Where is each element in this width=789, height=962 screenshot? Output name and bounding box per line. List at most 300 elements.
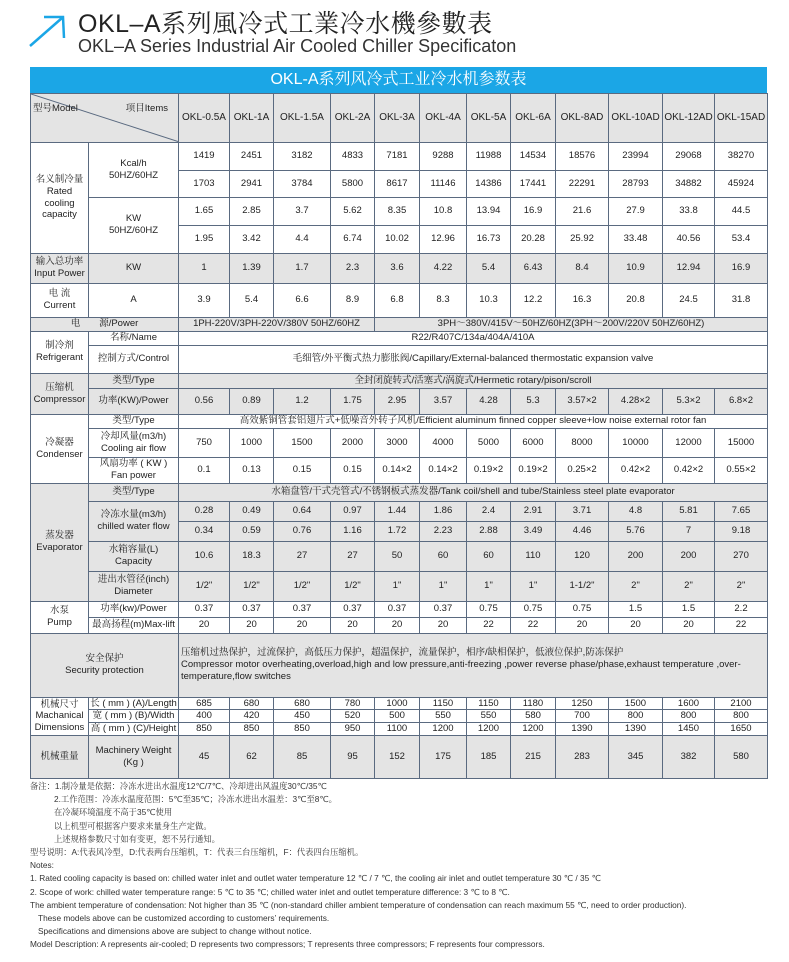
row-label: 高 ( mm ) (C)/Height bbox=[89, 723, 179, 736]
value-cell: 750 bbox=[179, 428, 230, 457]
model-header: OKL-5A bbox=[467, 94, 511, 143]
value-cell: 1390 bbox=[609, 723, 663, 736]
value-cell: 520 bbox=[331, 710, 375, 723]
model-header: OKL-1.5A bbox=[274, 94, 331, 143]
row-label: 功率(KW)/Power bbox=[89, 388, 179, 414]
value-cell: 3.71 bbox=[556, 501, 609, 521]
corner-header bbox=[31, 94, 179, 143]
value-cell: 62 bbox=[230, 736, 274, 779]
value-cell: 5.62 bbox=[331, 197, 375, 225]
section-label: 电 流 Current bbox=[31, 283, 89, 317]
value-cell: 2.2 bbox=[715, 601, 768, 617]
value-cell: 680 bbox=[274, 697, 331, 710]
value-cell: 34882 bbox=[663, 170, 715, 197]
value-cell: 0.19×2 bbox=[467, 457, 511, 483]
value-cell: 1500 bbox=[609, 697, 663, 710]
value-cell: 400 bbox=[179, 710, 230, 723]
diagonal-line bbox=[31, 94, 178, 142]
table-row bbox=[31, 697, 768, 710]
section-label: 水泵 Pump bbox=[31, 601, 89, 633]
value-cell: 8.3 bbox=[420, 283, 467, 317]
table-row bbox=[31, 331, 768, 345]
value-cell: 0.34 bbox=[179, 521, 230, 541]
value-cell: 3784 bbox=[274, 170, 331, 197]
value-cell: 20 bbox=[663, 617, 715, 633]
value-cell: 800 bbox=[663, 710, 715, 723]
value-cell: 2.88 bbox=[467, 521, 511, 541]
value-cell: 950 bbox=[331, 723, 375, 736]
row-label: 宽 ( mm ) (B)/Width bbox=[89, 710, 179, 723]
value-cell: 1.95 bbox=[179, 225, 230, 253]
value-cell: 2.91 bbox=[511, 501, 556, 521]
value-cell: 3.57 bbox=[420, 388, 467, 414]
section-label: 蒸发器 Evaporator bbox=[31, 483, 89, 601]
note-line-cn: 以上机型可根据客户要求来量身生产定做。 bbox=[54, 820, 212, 831]
corner-items-label: 项目Items bbox=[125, 103, 168, 114]
value-cell: 18.3 bbox=[230, 541, 274, 571]
value-cell: 20 bbox=[230, 617, 274, 633]
row-label: KW bbox=[89, 253, 179, 283]
model-header: OKL-1A bbox=[230, 94, 274, 143]
value-cell: 2000 bbox=[331, 428, 375, 457]
value-cell: 10.8 bbox=[420, 197, 467, 225]
row-label: Machinery Weight (Kg ) bbox=[89, 736, 179, 779]
value-cell: 5800 bbox=[331, 170, 375, 197]
row-label: 最高扬程(m)Max-lift bbox=[89, 617, 179, 633]
value-cell: 22 bbox=[511, 617, 556, 633]
value-cell: 6000 bbox=[511, 428, 556, 457]
row-label: 控制方式/Control bbox=[89, 345, 179, 373]
table-row bbox=[31, 483, 768, 501]
table-row bbox=[31, 142, 768, 170]
row-label: 类型/Type bbox=[89, 414, 179, 428]
value-cell: 2.4 bbox=[467, 501, 511, 521]
value-cell: 9288 bbox=[420, 142, 467, 170]
value-cell: 0.97 bbox=[331, 501, 375, 521]
value-cell: 1000 bbox=[375, 697, 420, 710]
value-cell: 2" bbox=[663, 571, 715, 601]
value-cell: 2.95 bbox=[375, 388, 420, 414]
value-cell: 1" bbox=[467, 571, 511, 601]
value-cell: 780 bbox=[331, 697, 375, 710]
value-cell: 1000 bbox=[230, 428, 274, 457]
value-cell: 0.42×2 bbox=[609, 457, 663, 483]
value-cell: 1/2" bbox=[274, 571, 331, 601]
value-cell: 850 bbox=[274, 723, 331, 736]
table-row bbox=[31, 414, 768, 428]
value-cell: 16.9 bbox=[511, 197, 556, 225]
value-cell: 14386 bbox=[467, 170, 511, 197]
value-cell: 10.3 bbox=[467, 283, 511, 317]
value-cell: 382 bbox=[663, 736, 715, 779]
value-cell: 850 bbox=[179, 723, 230, 736]
value-cell: 0.14×2 bbox=[375, 457, 420, 483]
table-row bbox=[31, 388, 768, 414]
value-cell: 15000 bbox=[715, 428, 768, 457]
spanning-value: 1PH-220V/3PH-220V/380V 50HZ/60HZ bbox=[179, 317, 375, 331]
value-cell: 0.19×2 bbox=[511, 457, 556, 483]
value-cell: 12.94 bbox=[663, 253, 715, 283]
row-label: 水箱容量(L) Capacity bbox=[89, 541, 179, 571]
note-line-en: 2. Scope of work: chilled water temperature range: 5 ℃ to 35 ℃; chilled water inlet and outlet temperature difference: 3 ℃ to 8 ℃. bbox=[30, 886, 510, 897]
value-cell: 700 bbox=[556, 710, 609, 723]
value-cell: 1" bbox=[420, 571, 467, 601]
value-cell: 6.6 bbox=[274, 283, 331, 317]
value-cell: 4833 bbox=[331, 142, 375, 170]
note-line-cn: 上述规格参数尺寸如有变更，恕不另行通知。 bbox=[54, 833, 220, 844]
section-label: 压缩机 Compressor bbox=[31, 373, 89, 414]
value-cell: 20.8 bbox=[609, 283, 663, 317]
value-cell: 4.4 bbox=[274, 225, 331, 253]
value-cell: 1.44 bbox=[375, 501, 420, 521]
value-cell: 0.37 bbox=[230, 601, 274, 617]
value-cell: 13.94 bbox=[467, 197, 511, 225]
row-label: Kcal/h 50HZ/60HZ bbox=[89, 142, 179, 197]
value-cell: 20.28 bbox=[511, 225, 556, 253]
value-cell: 0.37 bbox=[274, 601, 331, 617]
model-header: OKL-2A bbox=[331, 94, 375, 143]
table-row bbox=[31, 617, 768, 633]
value-cell: 0.14×2 bbox=[420, 457, 467, 483]
table-row bbox=[31, 373, 768, 388]
value-cell: 2941 bbox=[230, 170, 274, 197]
value-cell: 200 bbox=[663, 541, 715, 571]
table-row bbox=[31, 710, 768, 723]
notes bbox=[30, 780, 686, 952]
value-cell: 20 bbox=[556, 617, 609, 633]
value-cell: 3.6 bbox=[375, 253, 420, 283]
section-label: 制冷剂 Refrigerant bbox=[31, 331, 89, 373]
table-row bbox=[31, 736, 768, 779]
value-cell: 450 bbox=[274, 710, 331, 723]
value-cell: 580 bbox=[511, 710, 556, 723]
value-cell: 4.22 bbox=[420, 253, 467, 283]
arrow-up-right-icon bbox=[28, 14, 68, 48]
value-cell: 152 bbox=[375, 736, 420, 779]
value-cell: 1 bbox=[179, 253, 230, 283]
section-label: 安全保护 Security protection bbox=[31, 633, 179, 697]
table-row bbox=[31, 601, 768, 617]
spanning-value: 高效紫铜管套铝翅片式+低噪音外转子风机/Efficient aluminum finned copper sleeve+low noise external rotor fan bbox=[179, 414, 768, 428]
value-cell: 0.75 bbox=[467, 601, 511, 617]
value-cell: 1150 bbox=[467, 697, 511, 710]
value-cell: 1.5 bbox=[609, 601, 663, 617]
value-cell: 5.4 bbox=[230, 283, 274, 317]
value-cell: 14534 bbox=[511, 142, 556, 170]
note-line-en: These models above can be customized according to customers’ requirements. bbox=[38, 913, 330, 924]
value-cell: 0.49 bbox=[230, 501, 274, 521]
spanning-value: 毛细管/外平衡式热力膨胀阀/Capillary/External-balanced thermostatic expansion valve bbox=[179, 345, 768, 373]
value-cell: 0.64 bbox=[274, 501, 331, 521]
value-cell: 1390 bbox=[556, 723, 609, 736]
value-cell: 7181 bbox=[375, 142, 420, 170]
value-cell: 0.37 bbox=[331, 601, 375, 617]
value-cell: 3.9 bbox=[179, 283, 230, 317]
value-cell: 2" bbox=[609, 571, 663, 601]
value-cell: 6.8×2 bbox=[715, 388, 768, 414]
value-cell: 10.6 bbox=[179, 541, 230, 571]
spanning-value: R22/R407C/134a/404A/410A bbox=[179, 331, 768, 345]
row-label: 进出水管径(inch) Diameter bbox=[89, 571, 179, 601]
spanning-value: 3PH～380V/415V～50HZ/60HZ(3PH～200V/220V 50HZ/60HZ) bbox=[375, 317, 768, 331]
note-line-en: Specifications and dimensions above are subject to change without notice. bbox=[38, 926, 312, 937]
value-cell: 800 bbox=[715, 710, 768, 723]
value-cell: 50 bbox=[375, 541, 420, 571]
value-cell: 5.81 bbox=[663, 501, 715, 521]
value-cell: 33.48 bbox=[609, 225, 663, 253]
value-cell: 1.2 bbox=[274, 388, 331, 414]
value-cell: 38270 bbox=[715, 142, 768, 170]
value-cell: 110 bbox=[511, 541, 556, 571]
value-cell: 1.65 bbox=[179, 197, 230, 225]
value-cell: 20 bbox=[179, 617, 230, 633]
section-label: 机械尺寸 Machanical Dimensions bbox=[31, 697, 89, 736]
value-cell: 0.76 bbox=[274, 521, 331, 541]
value-cell: 23994 bbox=[609, 142, 663, 170]
model-header: OKL-12AD bbox=[663, 94, 715, 143]
value-cell: 1450 bbox=[663, 723, 715, 736]
value-cell: 3182 bbox=[274, 142, 331, 170]
value-cell: 0.59 bbox=[230, 521, 274, 541]
value-cell: 9.18 bbox=[715, 521, 768, 541]
row-label: 风扇功率 ( KW ) Fan power bbox=[89, 457, 179, 483]
value-cell: 1650 bbox=[715, 723, 768, 736]
section-label: 冷凝器 Condenser bbox=[31, 414, 89, 483]
value-cell: 0.37 bbox=[375, 601, 420, 617]
row-label: 长 ( mm ) (A)/Length bbox=[90, 697, 177, 709]
value-cell: 4.28×2 bbox=[609, 388, 663, 414]
value-cell: 3.57×2 bbox=[556, 388, 609, 414]
table-row bbox=[31, 541, 768, 571]
value-cell: 0.37 bbox=[179, 601, 230, 617]
section-label: 机械重量 bbox=[31, 736, 89, 779]
value-cell: 45 bbox=[179, 736, 230, 779]
value-cell: 20 bbox=[331, 617, 375, 633]
note-line-cn: 在冷凝环境温度不高于35℃使用 bbox=[54, 807, 173, 818]
model-header: OKL-4A bbox=[420, 94, 467, 143]
value-cell: 44.5 bbox=[715, 197, 768, 225]
value-cell: 10000 bbox=[609, 428, 663, 457]
value-cell: 1.39 bbox=[230, 253, 274, 283]
value-cell: 5000 bbox=[467, 428, 511, 457]
value-cell: 420 bbox=[230, 710, 274, 723]
value-cell: 550 bbox=[420, 710, 467, 723]
value-cell: 0.13 bbox=[230, 457, 274, 483]
value-cell: 11988 bbox=[467, 142, 511, 170]
value-cell: 1100 bbox=[375, 723, 420, 736]
value-cell: 20 bbox=[420, 617, 467, 633]
table-row bbox=[31, 501, 768, 521]
value-cell: 27.9 bbox=[609, 197, 663, 225]
table-row bbox=[31, 345, 768, 373]
value-cell: 17441 bbox=[511, 170, 556, 197]
value-cell: 1/2" bbox=[179, 571, 230, 601]
value-cell: 1250 bbox=[556, 697, 609, 710]
value-cell: 12000 bbox=[663, 428, 715, 457]
section-label: 输入总功率 Input Power bbox=[31, 253, 89, 283]
value-cell: 16.73 bbox=[467, 225, 511, 253]
note-line-cn: 2.工作范围：冷冻水温度范围：5℃至35℃；冷冻水进出水温差：3℃至8℃。 bbox=[54, 794, 337, 805]
table-row bbox=[31, 571, 768, 601]
note-line-en: The ambient temperature of condensation: Not higher than 35 ℃ (non-standard chiller ambient temperature of condensation can reach maximum 55 ℃, need to order production). bbox=[30, 899, 687, 910]
note-line-cn: 备注：1.制冷量是依据：冷冻水进出水温度12℃/7℃、冷却进出风温度30℃/35℃ bbox=[30, 781, 327, 791]
value-cell: 2.3 bbox=[331, 253, 375, 283]
value-cell: 1.5 bbox=[663, 601, 715, 617]
value-cell: 1200 bbox=[511, 723, 556, 736]
value-cell: 12.96 bbox=[420, 225, 467, 253]
value-cell: 60 bbox=[420, 541, 467, 571]
table-row bbox=[31, 633, 768, 697]
value-cell: 175 bbox=[420, 736, 467, 779]
table-row bbox=[31, 723, 768, 736]
value-cell: 5.76 bbox=[609, 521, 663, 541]
value-cell: 1200 bbox=[420, 723, 467, 736]
table-row bbox=[31, 428, 768, 457]
value-cell: 4.28 bbox=[467, 388, 511, 414]
value-cell: 1180 bbox=[511, 697, 556, 710]
value-cell: 1703 bbox=[179, 170, 230, 197]
note-line-en: Model Description: A represents air-cooled; D represents two compressors; T represents three compressors; F represents four compressors. bbox=[30, 939, 545, 950]
value-cell: 20 bbox=[375, 617, 420, 633]
value-cell: 2100 bbox=[715, 697, 768, 710]
table-row bbox=[31, 457, 768, 483]
value-cell: 40.56 bbox=[663, 225, 715, 253]
value-cell: 4.46 bbox=[556, 521, 609, 541]
value-cell: 10.9 bbox=[609, 253, 663, 283]
value-cell: 0.28 bbox=[179, 501, 230, 521]
value-cell: 7 bbox=[663, 521, 715, 541]
value-cell: 28793 bbox=[609, 170, 663, 197]
spec-table bbox=[30, 93, 768, 779]
value-cell: 22 bbox=[467, 617, 511, 633]
value-cell: 4.8 bbox=[609, 501, 663, 521]
value-cell: 18576 bbox=[556, 142, 609, 170]
value-cell: 20 bbox=[274, 617, 331, 633]
value-cell: 8617 bbox=[375, 170, 420, 197]
value-cell: 2" bbox=[715, 571, 768, 601]
table-banner: OKL-A系列风冷式工业冷水机参数表 bbox=[30, 67, 767, 93]
value-cell: 800 bbox=[609, 710, 663, 723]
model-header: OKL-8AD bbox=[556, 94, 609, 143]
value-cell: 11146 bbox=[420, 170, 467, 197]
row-label: KW 50HZ/60HZ bbox=[89, 197, 179, 253]
value-cell: 5.3 bbox=[511, 388, 556, 414]
model-header: OKL-3A bbox=[375, 94, 420, 143]
value-cell: 283 bbox=[556, 736, 609, 779]
spanning-value: 压缩机过热保护，过流保护，高低压力保护，超温保护，流量保护，相序/缺相保护，低液位保护,防冻保护 Compressor motor overheating,overload,high and low pressure,anti-freezing ,power reverse phase/phase,exhaust temperature ,over-temperature,flow switches bbox=[179, 633, 768, 697]
row-label: 类型/Type bbox=[89, 373, 179, 388]
value-cell: 0.89 bbox=[230, 388, 274, 414]
value-cell: 0.75 bbox=[556, 601, 609, 617]
value-cell: 1-1/2" bbox=[556, 571, 609, 601]
value-cell: 120 bbox=[556, 541, 609, 571]
value-cell: 20 bbox=[609, 617, 663, 633]
value-cell: 0.1 bbox=[179, 457, 230, 483]
value-cell: 2451 bbox=[230, 142, 274, 170]
row-label: 功率(kw)/Power bbox=[89, 601, 179, 617]
value-cell: 1200 bbox=[467, 723, 511, 736]
value-cell: 215 bbox=[511, 736, 556, 779]
value-cell: 16.3 bbox=[556, 283, 609, 317]
value-cell: 1419 bbox=[179, 142, 230, 170]
value-cell: 0.75 bbox=[511, 601, 556, 617]
value-cell: 685 bbox=[179, 697, 230, 710]
value-cell: 95 bbox=[331, 736, 375, 779]
value-cell: 0.37 bbox=[420, 601, 467, 617]
model-header: OKL-15AD bbox=[715, 94, 768, 143]
value-cell: 550 bbox=[467, 710, 511, 723]
value-cell: 53.4 bbox=[715, 225, 768, 253]
value-cell: 21.6 bbox=[556, 197, 609, 225]
value-cell: 3.49 bbox=[511, 521, 556, 541]
section-label: 电 源/Power bbox=[31, 317, 179, 331]
value-cell: 0.15 bbox=[274, 457, 331, 483]
value-cell: 1" bbox=[511, 571, 556, 601]
model-header: OKL-10AD bbox=[609, 94, 663, 143]
note-line-cn: 型号说明：A:代表风冷型，D:代表两台压缩机，T：代表三台压缩机，F：代表四台压缩机。 bbox=[30, 847, 364, 858]
value-cell: 3.42 bbox=[230, 225, 274, 253]
value-cell: 1.86 bbox=[420, 501, 467, 521]
value-cell: 22291 bbox=[556, 170, 609, 197]
note-line-en: 1. Rated cooling capacity is based on: chilled water inlet and outlet water temperature 12 ℃ / 7 ℃, the cooling air inlet and outlet temperature 30 ℃ / 35 ℃ bbox=[30, 873, 601, 884]
value-cell: 1.7 bbox=[274, 253, 331, 283]
header-row bbox=[31, 94, 768, 143]
value-cell: 5.4 bbox=[467, 253, 511, 283]
value-cell: 1/2" bbox=[230, 571, 274, 601]
value-cell: 45924 bbox=[715, 170, 768, 197]
value-cell: 0.25×2 bbox=[556, 457, 609, 483]
value-cell: 1500 bbox=[274, 428, 331, 457]
value-cell: 345 bbox=[609, 736, 663, 779]
value-cell: 6.43 bbox=[511, 253, 556, 283]
value-cell: 0.56 bbox=[179, 388, 230, 414]
value-cell: 3000 bbox=[375, 428, 420, 457]
value-cell: 1.16 bbox=[331, 521, 375, 541]
value-cell: 25.92 bbox=[556, 225, 609, 253]
value-cell: 1600 bbox=[663, 697, 715, 710]
model-header: OKL-6A bbox=[511, 94, 556, 143]
value-cell: 0.42×2 bbox=[663, 457, 715, 483]
value-cell: 580 bbox=[715, 736, 768, 779]
row-label: 名称/Name bbox=[89, 331, 179, 345]
value-cell: 27 bbox=[331, 541, 375, 571]
value-cell: 850 bbox=[230, 723, 274, 736]
value-cell: 2.85 bbox=[230, 197, 274, 225]
value-cell: 12.2 bbox=[511, 283, 556, 317]
value-cell: 1.75 bbox=[331, 388, 375, 414]
value-cell: 1/2" bbox=[331, 571, 375, 601]
value-cell: 16.9 bbox=[715, 253, 768, 283]
value-cell: 1" bbox=[375, 571, 420, 601]
value-cell: 6.8 bbox=[375, 283, 420, 317]
spanning-value: 全封闭旋转式/活塞式/涡旋式/Hermetic rotary/pison/scroll bbox=[179, 373, 768, 388]
section-label: 名义制冷量 Rated cooling capacity bbox=[31, 142, 89, 253]
value-cell: 24.5 bbox=[663, 283, 715, 317]
table-row bbox=[31, 197, 768, 225]
value-cell: 4000 bbox=[420, 428, 467, 457]
value-cell: 6.74 bbox=[331, 225, 375, 253]
value-cell: 200 bbox=[609, 541, 663, 571]
value-cell: 3.7 bbox=[274, 197, 331, 225]
table-row bbox=[31, 283, 768, 317]
value-cell: 8.35 bbox=[375, 197, 420, 225]
value-cell: 680 bbox=[230, 697, 274, 710]
value-cell: 270 bbox=[715, 541, 768, 571]
row-label: A bbox=[89, 283, 179, 317]
title-chinese: OKL–A系列風冷式工業冷水機參數表 bbox=[78, 10, 493, 38]
model-header: OKL-0.5A bbox=[179, 94, 230, 143]
row-label: 冷冻水量(m3/h) chilled water flow bbox=[89, 501, 179, 541]
